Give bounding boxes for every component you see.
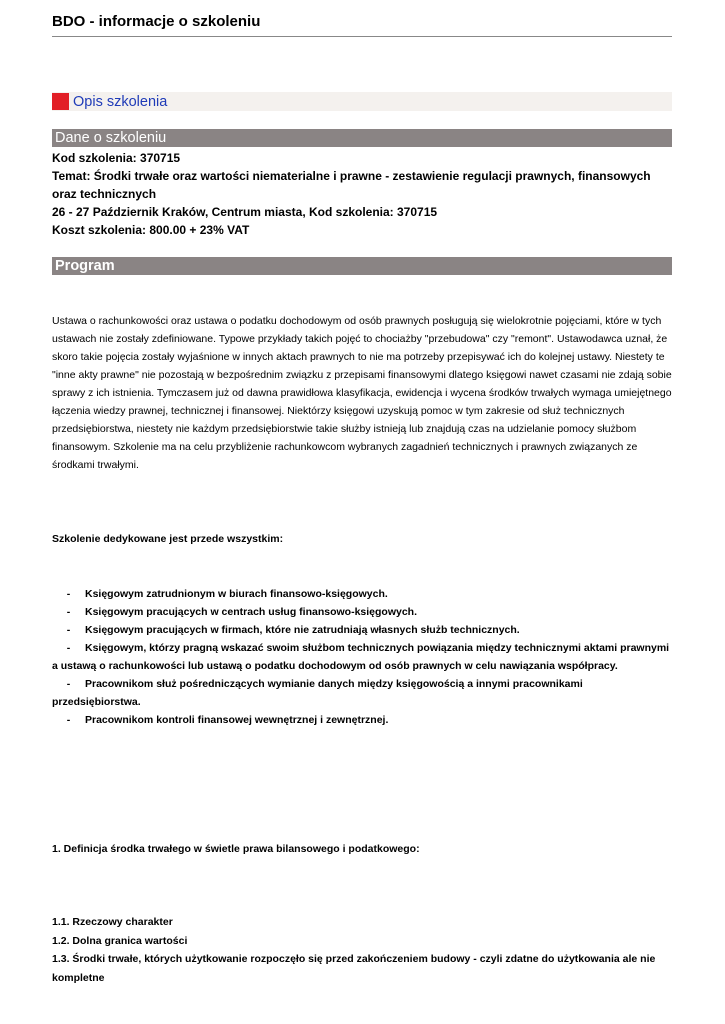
dash-bullet: - <box>66 642 71 654</box>
course-cost: Koszt szkolenia: 800.00 + 23% VAT <box>52 223 250 237</box>
program-intro: Ustawa o rachunkowości oraz ustawa o podatku dochodowym od osób prawnych posługują się wielokrotnie pojęciami, które w tych ustawach nie zostały zdefiniowane. Typowe przykłady takich pojęć to chociażby "przebudowa" czy "remont". Ustawodawca uznał, że skoro takie pojęcia zostały wyjaśnione w innych aktach prawnych to nie ma potrzeby przepisywać ich do kolejnej ustawy. Niestety te "inne akty prawne" nie pozostają w bezpośrednim związku z przepisami finansowymi dlatego księgowi nawet czasami nie zdają sobie sprawy z ich istnienia. Tymczasem już od dawna prawidłowa klasyfikacja, ewidencja i wycena środków trwałych wymaga umiejętnego łączenia wiedzy prawnej, technicznej i finansowej. Niektórzy księgowi uzyskują pomoc w tym zakresie od służ technicznych przedsiębiorstwa, niestety nie każdym przedsiębiorstwie takie służby istnieją lub znajdują czas na udzielanie pomocy służbom finansowym. Szkolenie ma na celu przybliżenie rachunkowcom wybranych zagadnień technicznych i prawnych związanych ze środkami trwałymi. <box>52 315 672 471</box>
dedicated-heading: Szkolenie dedykowane jest przede wszystkim: <box>52 533 284 545</box>
agenda-item: 1.2. Dolna granica wartości <box>52 934 188 947</box>
dash-bullet: - <box>66 678 71 690</box>
list-item: - Pracownikom służ pośredniczących wymianie danych między księgowością a innymi pracownikami przedsiębiorstwa. <box>52 675 672 711</box>
course-date-location: 26 - 27 Październik Kraków, Centrum miasta, Kod szkolenia: 370715 <box>52 205 438 219</box>
dash-bullet: - <box>66 588 71 600</box>
agenda-heading: 1. Definicja środka trwałego w świetle prawa bilansowego i podatkowego: <box>52 843 420 855</box>
list-item: - Księgowym, którzy pragną wskazać swoim służbom technicznych powiązania między technicznymi aktami prawnymi a ustawą o rachunkowości lub ustawą o podatku dochodowym od osób prawnych w celu nawiązania współpracy. <box>52 639 672 675</box>
course-code: Kod szkolenia: 370715 <box>52 151 181 165</box>
dash-bullet: - <box>66 624 71 636</box>
course-info <box>52 149 672 239</box>
section-opis-header <box>52 92 672 111</box>
agenda-list <box>52 913 672 987</box>
list-item: - Księgowym pracujących w centrach usług finansowo-księgowych. <box>52 603 672 621</box>
page-title: BDO - informacje o szkoleniu <box>52 13 261 30</box>
section-opis-title: Opis szkolenia <box>73 93 168 110</box>
list-item: - Księgowym pracujących w firmach, które nie zatrudniają własnych służb technicznych. <box>52 621 672 639</box>
agenda-item: 1.1. Rzeczowy charakter <box>52 916 173 928</box>
list-item: - Księgowym zatrudnionym w biurach finansowo-księgowych. <box>52 585 672 603</box>
audience-list <box>52 585 672 729</box>
section-dane-header: Dane o szkoleniu <box>52 129 672 147</box>
red-square-icon <box>52 93 69 110</box>
dash-bullet: - <box>66 606 71 618</box>
page-header <box>52 12 672 37</box>
course-topic: Temat: Środki trwałe oraz wartości niematerialne i prawne - zestawienie regulacji prawnych, finansowych oraz technicznych <box>52 169 651 201</box>
agenda-item: 1.3. Środki trwałe, których użytkowanie rozpoczęło się przed zakończeniem budowy - czyli zdatne do użytkowania ale nie kompletne <box>52 953 656 984</box>
section-program-header: Program <box>52 257 672 275</box>
dash-bullet: - <box>66 714 71 726</box>
list-item: - Pracownikom kontroli finansowej wewnętrznej i zewnętrznej. <box>52 711 672 729</box>
